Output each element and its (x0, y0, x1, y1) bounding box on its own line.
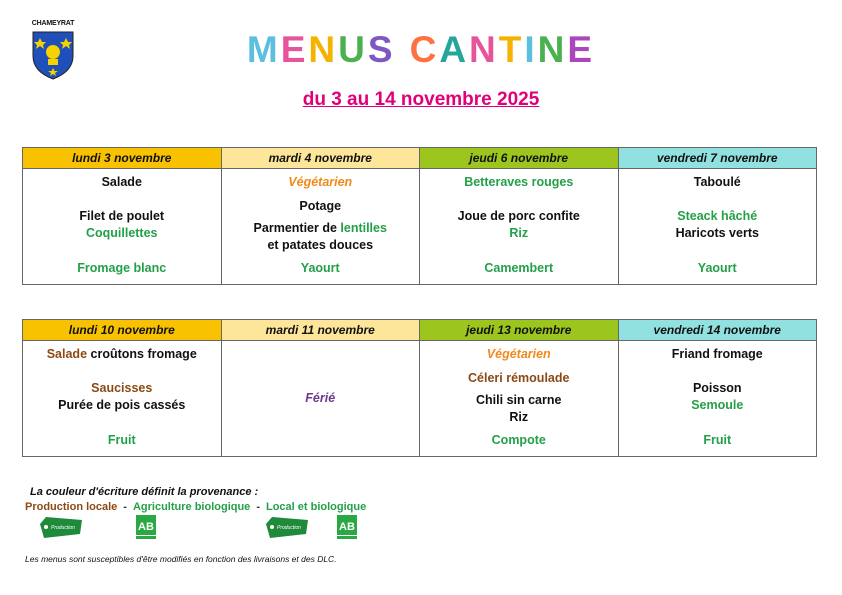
legend-local: Production locale (25, 501, 118, 513)
week-1-menu-table (22, 147, 817, 285)
menu-item: Compote (491, 433, 546, 447)
menu-item: Salade (101, 175, 142, 189)
title-letter (396, 28, 410, 72)
menu-item: Taboulé (693, 175, 741, 189)
legend-separator: - (256, 501, 260, 513)
menu-item (23, 347, 221, 361)
menu-item: Poisson (692, 381, 742, 395)
menu-item: Yaourt (300, 261, 340, 275)
menu-item: Chili sin carne (476, 393, 562, 407)
menu-item-part: Parmentier de (253, 221, 341, 235)
title-letter: A (439, 29, 470, 70)
day-menu-cell (221, 169, 420, 285)
menu-item: Riz (509, 410, 529, 424)
menu-item: Semoule (691, 398, 744, 412)
day-header: jeudi 6 novembre (420, 148, 619, 169)
title-letter: I (524, 29, 538, 70)
legend-row (25, 501, 366, 513)
title-letter: E (567, 29, 596, 70)
town-name: CHAMEYRAT (31, 20, 75, 27)
menu-item: Filet de poulet (79, 209, 165, 223)
menu-item (222, 221, 420, 235)
menu-item: Céleri rémoulade (468, 371, 570, 385)
menu-item: Végétarien (486, 347, 551, 361)
title-letter: N (537, 29, 568, 70)
day-menu-cell (618, 341, 817, 457)
menu-item: Steack hâché (677, 209, 758, 223)
menu-item: Fromage blanc (77, 261, 167, 275)
menu-item: et patates douces (267, 238, 374, 252)
week-2-menu-table (22, 319, 817, 457)
menu-item: Purée de pois cassés (58, 398, 186, 412)
agriculture-biologique-logo-icon-2 (336, 514, 358, 540)
day-menu-cell (420, 341, 619, 457)
title-letter: M (246, 29, 281, 70)
title-letter: U (338, 29, 368, 70)
day-header: vendredi 7 novembre (618, 148, 817, 169)
legend-separator: - (123, 501, 127, 513)
menu-item: Potage (299, 199, 342, 213)
title-letter: N (308, 29, 339, 70)
menu-item: Joue de porc confite (457, 209, 580, 223)
svg-text:AB: AB (339, 521, 355, 533)
production-locale-badge-icon-2 (264, 514, 310, 540)
day-header: mardi 4 novembre (221, 148, 420, 169)
day-menu-cell (23, 341, 222, 457)
day-header: jeudi 13 novembre (420, 320, 619, 341)
disclaimer-note: Les menus sont susceptibles d'être modifiés en fonction des livraisons et des DLC. (25, 554, 337, 564)
legend-title: La couleur d'écriture définit la provenance : (30, 486, 259, 498)
svg-text:Production: Production (51, 525, 75, 531)
day-menu-cell (618, 169, 817, 285)
date-range-subtitle: du 3 au 14 novembre 2025 (302, 89, 540, 110)
menu-item: Végétarien (288, 175, 353, 189)
menu-item-part: croûtons fromage (87, 347, 197, 361)
title-letter: S (367, 29, 396, 70)
title-letter: N (469, 29, 499, 70)
svg-text:AB: AB (138, 521, 154, 533)
day-header: lundi 3 novembre (23, 148, 222, 169)
page-title (0, 28, 842, 72)
legend-local-bio: Local et biologique (265, 501, 367, 513)
production-locale-badge-icon (38, 514, 84, 540)
day-menu-cell (23, 169, 222, 285)
menu-item: Férié (305, 391, 336, 405)
title-letter: E (280, 29, 309, 70)
day-header: vendredi 14 novembre (618, 320, 817, 341)
title-letter: T (498, 29, 525, 70)
title-letter: C (409, 29, 440, 70)
agriculture-biologique-logo-icon (135, 514, 157, 540)
menu-item-part: lentilles (340, 221, 387, 235)
menu-item: Yaourt (697, 261, 737, 275)
day-menu-cell (221, 341, 420, 457)
day-menu-cell (420, 169, 619, 285)
menu-item: Haricots verts (675, 226, 759, 240)
menu-item-part: Salade (46, 347, 88, 361)
menu-item: Fruit (703, 433, 732, 447)
menu-item: Riz (509, 226, 529, 240)
svg-text:Production: Production (277, 525, 301, 531)
menu-item: Betteraves rouges (464, 175, 574, 189)
menu-item: Coquillettes (85, 226, 158, 240)
legend-bio: Agriculture biologique (132, 501, 251, 513)
menu-item: Fruit (107, 433, 136, 447)
day-header: mardi 11 novembre (221, 320, 420, 341)
menu-item: Camembert (484, 261, 554, 275)
menu-item: Saucisses (91, 381, 153, 395)
menu-item: Friand fromage (671, 347, 763, 361)
day-header: lundi 10 novembre (23, 320, 222, 341)
